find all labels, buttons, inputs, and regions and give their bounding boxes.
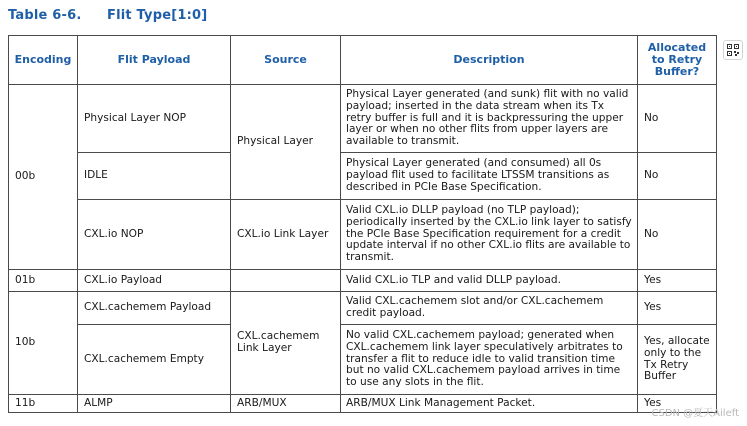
description-cell: Valid CXL.io DLLP payload (no TLP payload); periodically inserted by the CXL.io link layer to satisfy the PCIe Base Specification requirement for a credit update interval if no other CXL.io flits are available to transmit. [341,200,638,270]
header-source: Source [231,36,341,85]
retry-cell: No [638,153,717,200]
payload-cell: ALMP [78,395,231,413]
payload-cell: IDLE [78,153,231,200]
description-cell: Physical Layer generated (and consumed) all 0s payload flit used to facilitate LTSSM transitions as described in PCIe Base Specification. [341,153,638,200]
table-caption [8,8,207,23]
table-row [9,292,717,325]
table-row [9,325,717,395]
source-cell: ARB/MUX [231,395,341,413]
description-cell: Valid CXL.cachemem slot and/or CXL.cachemem credit payload. [341,292,638,325]
table-row [9,270,717,292]
description-cell: Physical Layer generated (and sunk) flit with no valid payload; inserted in the data stream when its Tx retry buffer is full and it is backpressuring the upper layer or when no other flits from upper layers are available to transmit. [341,85,638,153]
share-icon [727,44,739,56]
header-encoding: Encoding [9,36,78,85]
retry-cell: Yes, allocate only to the Tx Retry Buffer [638,325,717,395]
table-title: Flit Type[1:0] [107,8,208,23]
source-cell [231,270,341,292]
payload-cell: CXL.io Payload [78,270,231,292]
header-flit-payload: Flit Payload [78,36,231,85]
payload-cell: CXL.cachemem Payload [78,292,231,325]
encoding-cell: 11b [9,395,78,413]
retry-cell: Yes [638,270,717,292]
header-description: Description [341,36,638,85]
header-retry-buffer: Allocated to Retry Buffer? [638,36,717,85]
flit-type-table [8,35,717,413]
source-cell: CXL.io Link Layer [231,200,341,270]
retry-cell: No [638,200,717,270]
encoding-cell: 01b [9,270,78,292]
retry-cell: No [638,85,717,153]
retry-cell: Yes [638,292,717,325]
share-button[interactable] [723,40,743,60]
payload-cell: CXL.cachemem Empty [78,325,231,395]
watermark: CSDN @夏天Aileft [651,408,739,419]
description-cell: No valid CXL.cachemem payload; generated when CXL.cachemem link layer speculatively arbitrates to transfer a flit to reduce idle to valid transition time but no valid CXL.cachemem payload arrives in time to use any slots in the flit. [341,325,638,395]
retry-cell: Yes [638,395,717,413]
source-cell: CXL.cachemem Link Layer [231,292,341,395]
source-cell: Physical Layer [231,85,341,200]
encoding-cell: 00b [9,85,78,270]
table-row [9,200,717,270]
table-row [9,85,717,153]
header-row [9,36,717,85]
payload-cell: CXL.io NOP [78,200,231,270]
payload-cell: Physical Layer NOP [78,85,231,153]
table-row [9,153,717,200]
table-row [9,395,717,413]
description-cell: ARB/MUX Link Management Packet. [341,395,638,413]
table-number: Table 6-6. [8,8,82,23]
encoding-cell: 10b [9,292,78,395]
description-cell: Valid CXL.io TLP and valid DLLP payload. [341,270,638,292]
